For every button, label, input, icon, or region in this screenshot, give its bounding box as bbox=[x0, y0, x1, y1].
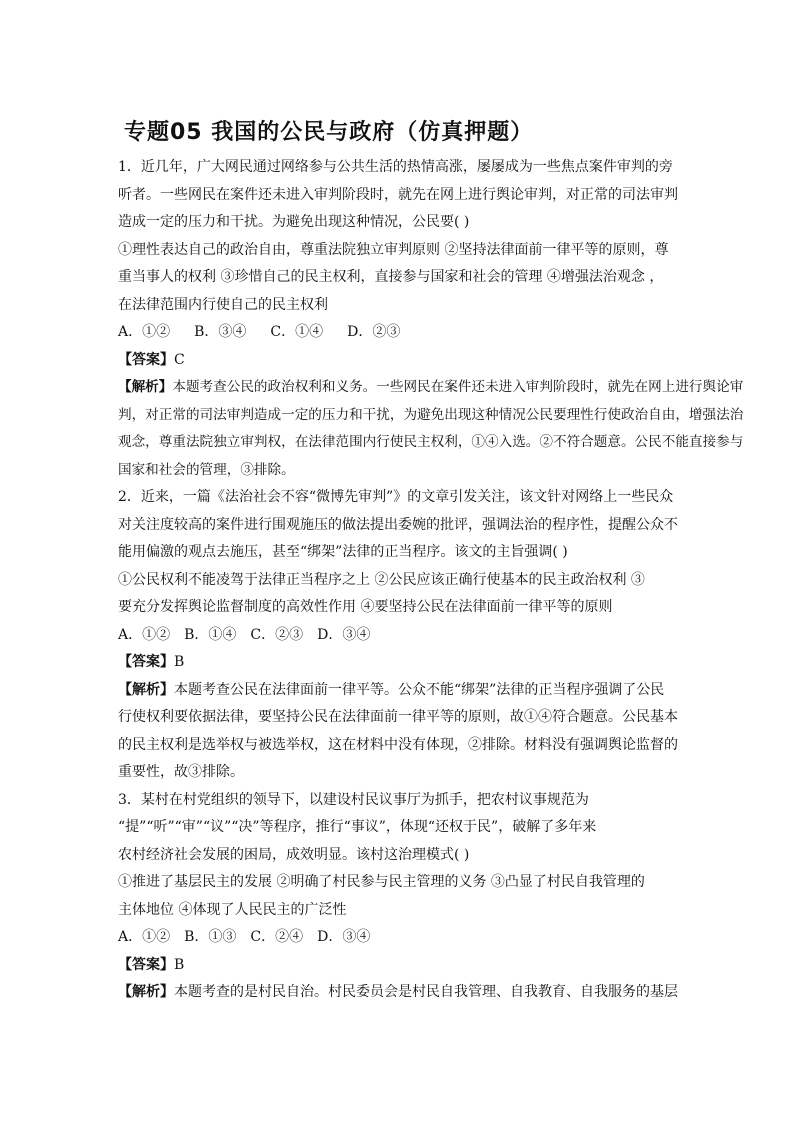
document-page bbox=[118, 118, 744, 1007]
question-3-line: ①推进了基层民主的发展 ②明确了村民参与民主管理的义务 ③凸显了村民自我管理的 bbox=[118, 874, 645, 890]
question-2-analysis bbox=[118, 677, 678, 787]
analysis-text: 重要性，故③排除。 bbox=[118, 764, 244, 780]
question-2 bbox=[118, 484, 678, 787]
question-1-line: 1．近几年，广大网民通过网络参与公共生活的热情高涨，屡屡成为一些焦点案件审判的旁 bbox=[118, 159, 673, 175]
question-1-analysis bbox=[118, 374, 744, 484]
option-d: D．③④ bbox=[317, 626, 371, 643]
question-3-line: “提”“听”“审”“议”“决”等程序，推行“事议”，体现“还权于民”，破解了多年来 bbox=[118, 819, 597, 835]
question-2-answer bbox=[118, 649, 678, 677]
analysis-text: 本题考查公民的政治权利和义务。一些网民在案件还未进入审判阶段时，就先在网上进行舆论审 bbox=[172, 379, 744, 395]
answer-label: 【答案】 bbox=[118, 654, 174, 670]
option-a: A．①② bbox=[118, 626, 171, 643]
analysis-text: 的民主权利是选举权与被选举权，这在材料中没有体现，②排除。材料没有强调舆论监督的 bbox=[118, 736, 678, 753]
answer-label: 【答案】 bbox=[118, 956, 174, 973]
question-2-line: 要充分发挥舆论监督制度的高效性作用 ④要坚持公民在法律面前一律平等的原则 bbox=[118, 599, 613, 615]
question-3-line: 主体地位 ④体现了人民民主的广泛性 bbox=[118, 901, 347, 918]
option-a: A．①② bbox=[118, 324, 171, 340]
question-3-analysis bbox=[118, 979, 678, 1007]
answer-label: 【答案】 bbox=[118, 351, 174, 368]
question-1-line: 重当事人的权利 ③珍惜自己的民主权利，直接参与国家和社会的管理 ④增强法治观念 ， bbox=[118, 269, 664, 285]
question-1 bbox=[118, 154, 744, 484]
question-2-line: 2．近来，一篇《法治社会不容“微博先审判”》的文章引发关注，该文针对网络上一些民众 bbox=[118, 489, 674, 505]
option-d: D．②③ bbox=[347, 324, 401, 340]
analysis-text: 本题考查的是村民自治。村民委员会是村民自我管理、自我教育、自我服务的基层 bbox=[174, 984, 678, 1000]
option-b: B．①③ bbox=[184, 929, 237, 945]
answer-value: B bbox=[174, 654, 185, 670]
question-3-options bbox=[118, 924, 678, 952]
analysis-label: 【解析】 bbox=[118, 379, 173, 395]
question-1-line: ①理性表达自己的政治自由，尊重法院独立审判原则 ②坚持法律面前一律平等的原则，尊 bbox=[118, 241, 669, 258]
question-1-line: 听者。一些网民在案件还未进入审判阶段时，就先在网上进行舆论审判，对正常的司法审判 bbox=[118, 186, 678, 203]
analysis-label: 【解析】 bbox=[118, 681, 174, 698]
question-2-line: 对关注度较高的案件进行围观施压的做法提出委婉的批评，强调法治的程序性，提醒公众不 bbox=[118, 516, 678, 533]
option-c: C．②③ bbox=[250, 626, 304, 643]
question-1-line: 在法律范围内行使自己的民主权利 bbox=[118, 296, 328, 313]
question-1-options bbox=[118, 319, 678, 347]
question-2-options bbox=[118, 622, 678, 650]
option-b: B．①④ bbox=[184, 626, 237, 643]
analysis-text: 本题考查公民在法律面前一律平等。公众不能“绑架”法律的正当程序强调了公民 bbox=[174, 681, 665, 698]
analysis-label: 【解析】 bbox=[118, 984, 174, 1000]
question-2-line: ①公民权利不能凌驾于法律正当程序之上 ②公民应该正确行使基本的民主政治权利 ③ bbox=[118, 571, 645, 588]
page-title: 专题05 我国的公民与政府（仿真押题） bbox=[124, 120, 534, 145]
analysis-text: 行使权利要依据法律，要坚持公民在法律面前一律平等的原则，故①④符合题意。公民基本 bbox=[118, 709, 678, 725]
option-b: B．③④ bbox=[194, 324, 247, 340]
question-1-line: 造成一定的压力和干扰。为避免出现这种情况，公民要( ) bbox=[118, 214, 470, 230]
question-1-answer bbox=[118, 347, 678, 375]
analysis-text: 观念，尊重法院独立审判权，在法律范围内行使民主权利，①④入选。②不符合题意。公民不能直接参与 bbox=[118, 434, 744, 450]
option-d: D．③④ bbox=[317, 929, 371, 945]
question-2-line: 能用偏激的观点去施压，甚至“绑架”法律的正当程序。该文的主旨强调( ) bbox=[118, 544, 568, 560]
question-3 bbox=[118, 787, 678, 1007]
option-c: C．②④ bbox=[250, 929, 304, 945]
question-3-line: 农村经济社会发展的困局，成效明显。该村这治理模式( ) bbox=[118, 846, 470, 863]
option-a: A．①② bbox=[118, 929, 171, 945]
option-c: C．①④ bbox=[270, 324, 324, 340]
answer-value: C bbox=[174, 351, 185, 368]
question-3-answer bbox=[118, 952, 678, 980]
answer-value: B bbox=[174, 956, 185, 973]
analysis-text: 判，对正常的司法审判造成一定的压力和干扰，为避免出现这种情况公民要理性行使政治自由，增强法治 bbox=[118, 406, 744, 423]
analysis-text: 国家和社会的管理，③排除。 bbox=[118, 461, 295, 478]
question-3-line: 3．某村在村党组织的领导下，以建设村民议事厅为抓手，把农村议事规范为 bbox=[118, 791, 589, 808]
